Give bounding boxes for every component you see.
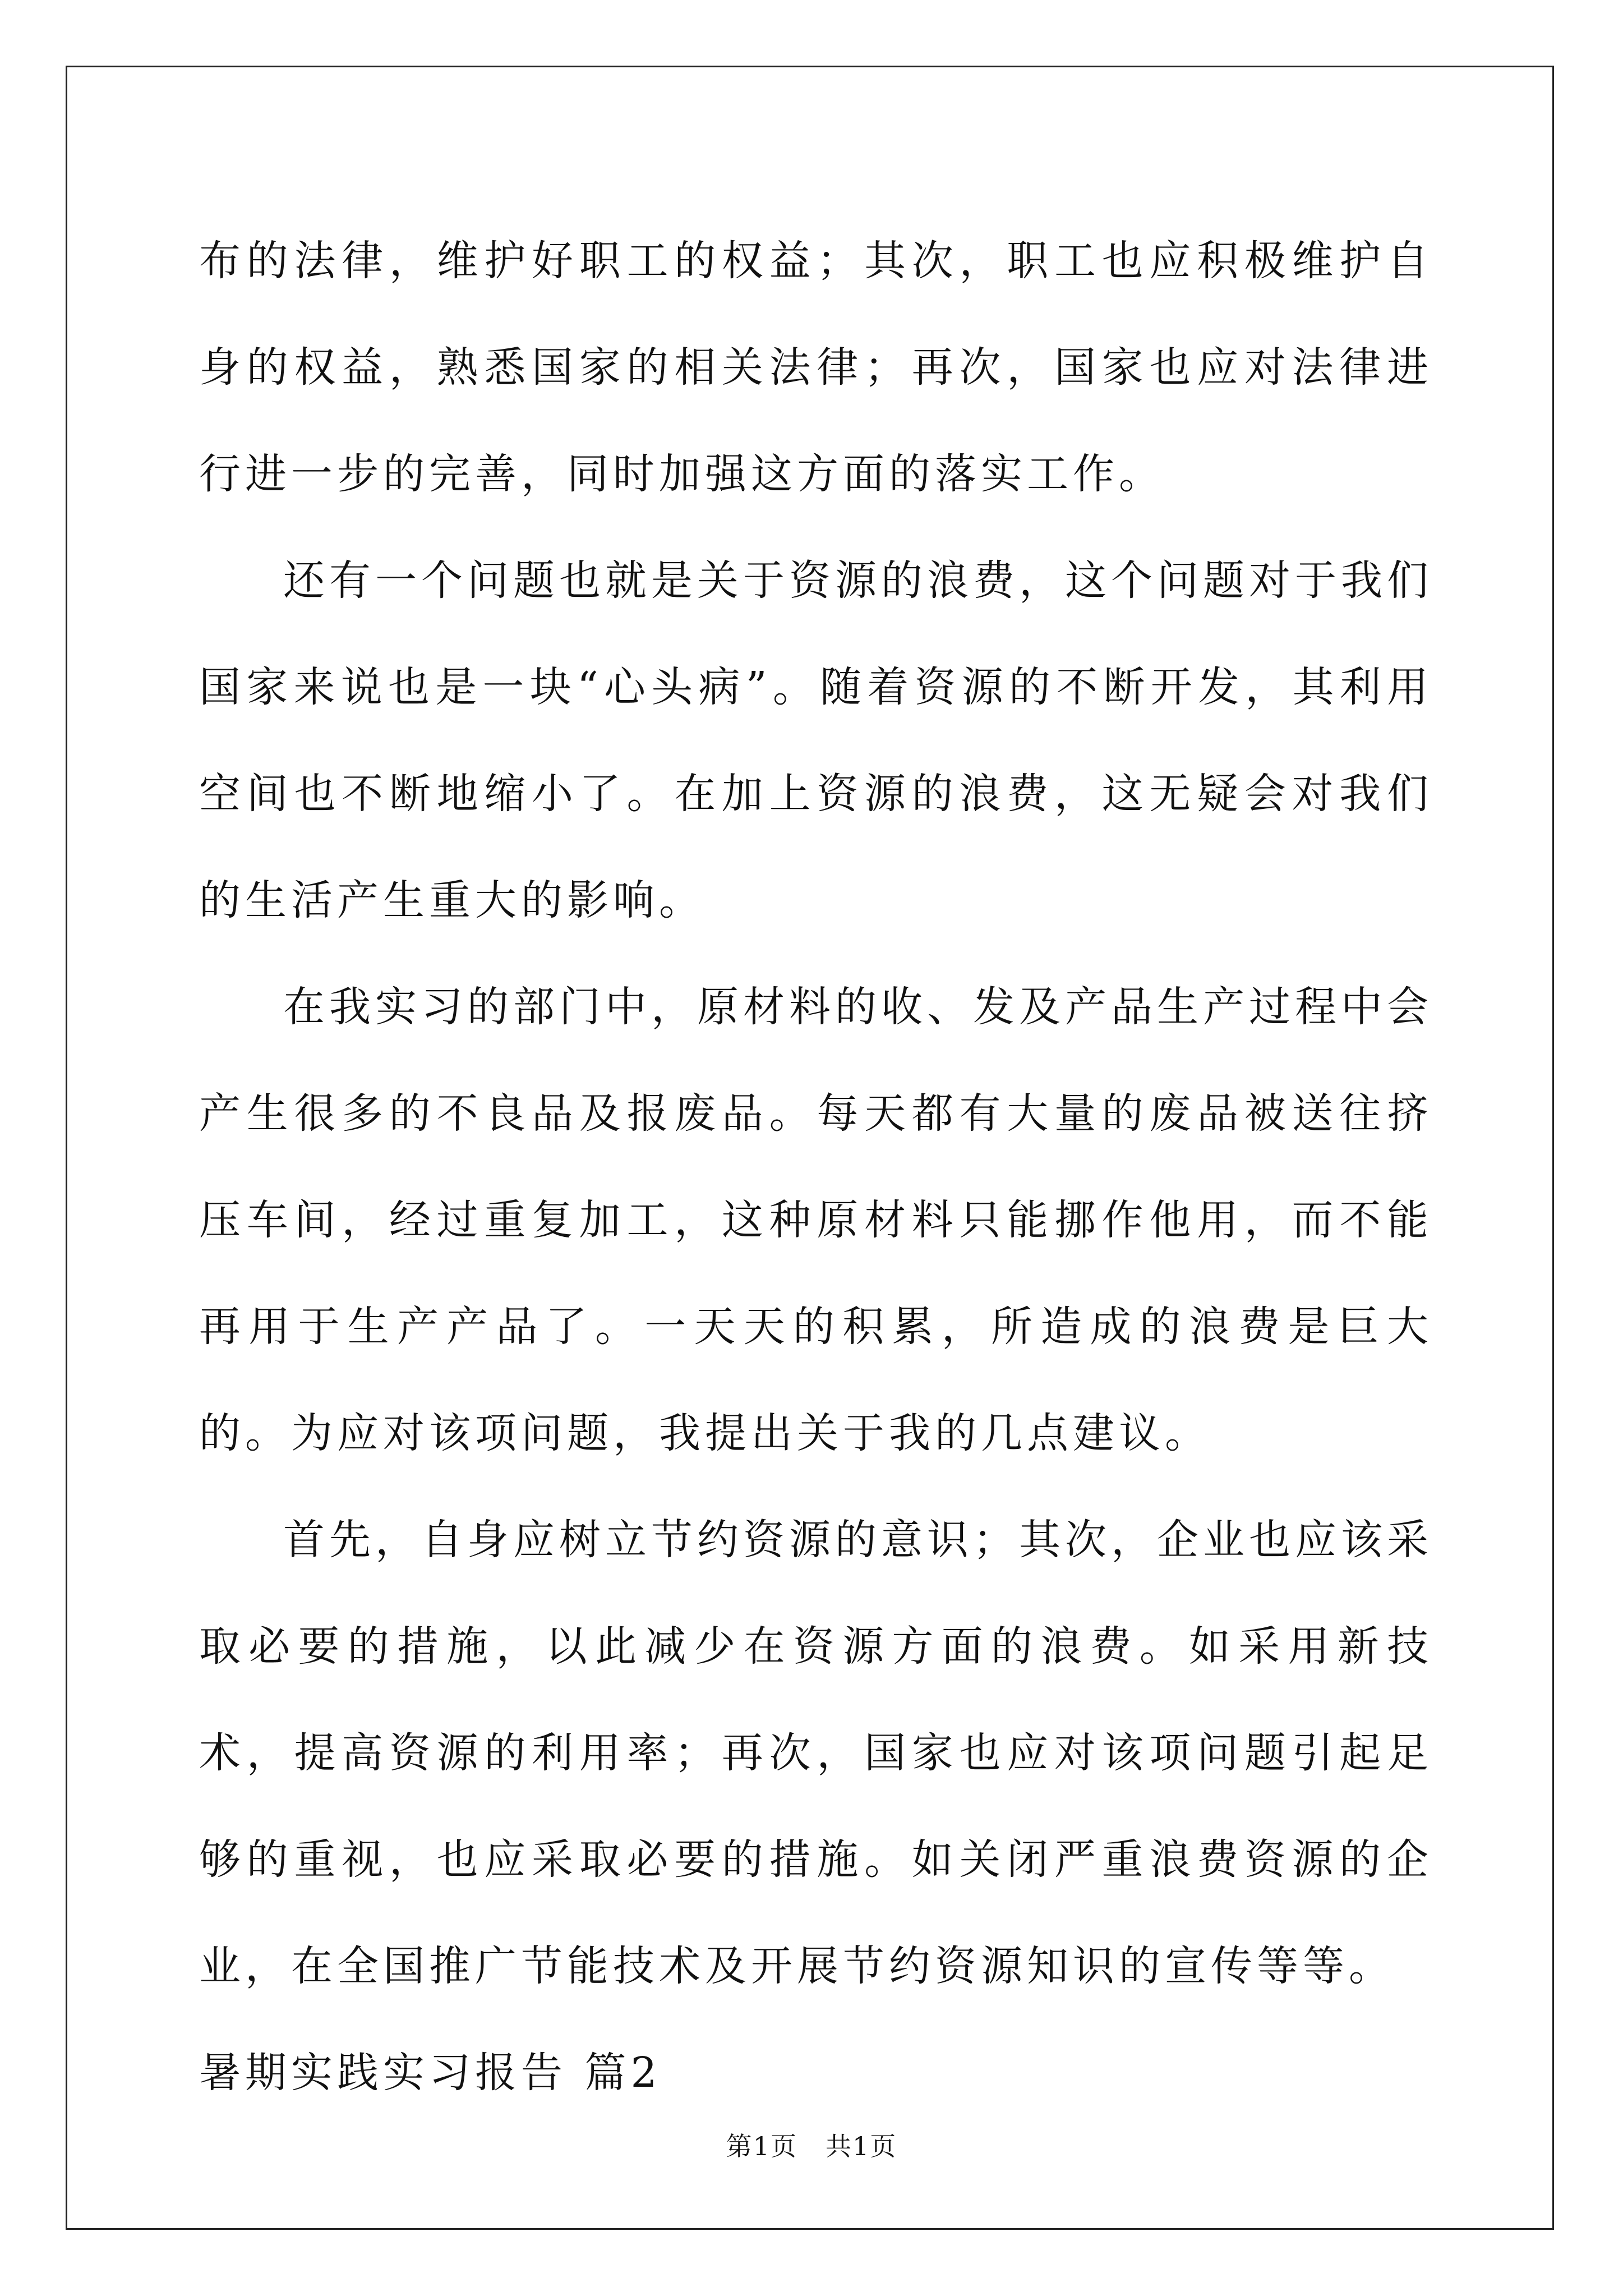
paragraph-2: 还有一个问题也就是关于资源的浪费，这个问题对于我们国家来说也是一块“心头病”。随着资源的不断开发，其利用空间也不断地缩小了。在加上资源的浪费，这无疑会对我们的生活产生重大的影响。 <box>199 556 1433 924</box>
document-body <box>199 208 1433 2126</box>
paragraph-1: 布的法律，维护好职工的权益；其次，职工也应积极维护自身的权益，熟悉国家的相关法律；再次，国家也应对法律进行进一步的完善，同时加强这方面的落实工作。 <box>199 237 1433 498</box>
page-number: 第1页 <box>726 2131 797 2161</box>
page-footer <box>0 2126 1623 2163</box>
section-heading: 暑期实践实习报告 篇2 <box>199 2049 662 2097</box>
paragraph-3: 在我实习的部门中，原材料的收、发及产品生产过程中会产生很多的不良品及报废品。每天都有大量的废品被送往挤压车间，经过重复加工，这种原材料只能挪作他用，而不能再用于生产产品了。一天天的积累，所造成的浪费是巨大的。为应对该项问题，我提出关于我的几点建议。 <box>199 983 1433 1457</box>
paragraph-4: 首先，自身应树立节约资源的意识；其次，企业也应该采取必要的措施，以此减少在资源方面的浪费。如采用新技术，提高资源的利用率；再次，国家也应对该项问题引起足够的重视，也应采取必要的措施。如关闭严重浪费资源的企业，在全国推广节能技术及开展节约资源知识的宣传等等。 <box>199 1516 1433 1990</box>
page-total: 共1页 <box>826 2131 897 2161</box>
